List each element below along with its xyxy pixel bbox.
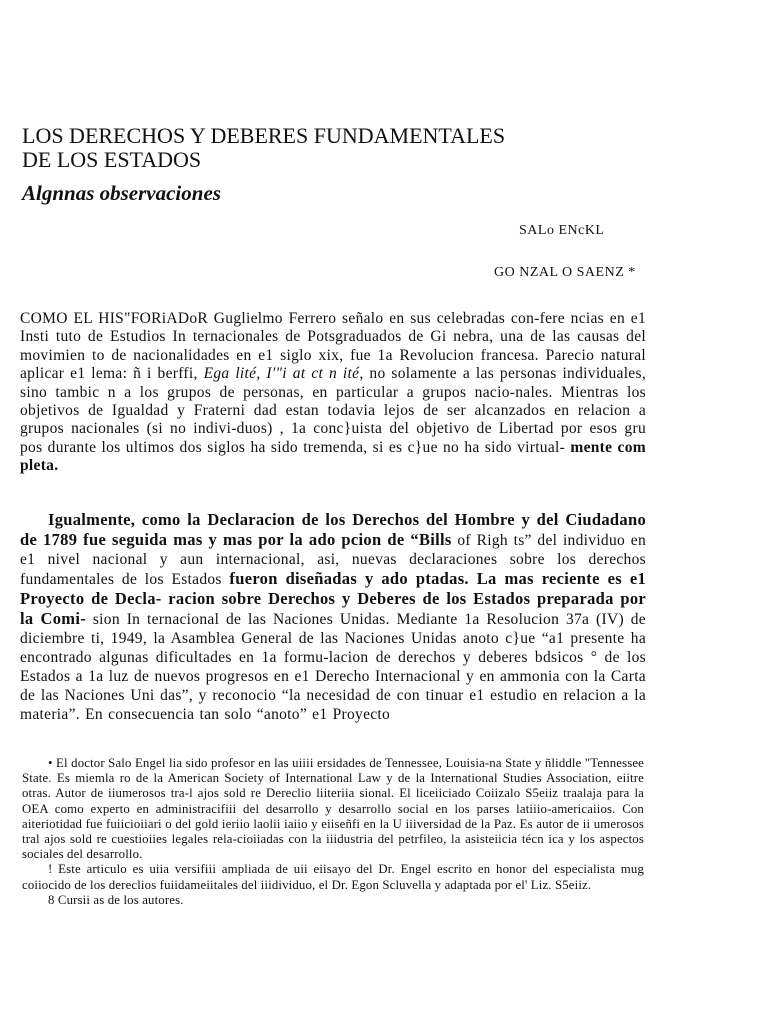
footnote-3-text: 8 Cursii as de los autores. [48,892,184,907]
author-first: SALo ENcKL [519,223,605,238]
footnote-1 [22,756,644,862]
paragraph-2-bold-start: Igualmente, como la Declaracion de los Derechos del Hombre y del Ciudadano de 1789 fue seguida mas y mas por la ado pcion de “Bills [20,510,646,549]
footnote-2-text: ! Este articulo es uiia versifiii ampliada de uii eiisayo del Dr. Engel escrito en honor del especialista mug coiiocido de los dereclios fuiidameiitales del iiidividuo, el Dr. Egon Scluvella y adaptada por el' Liz. S5eiiz. [22,862,644,892]
footnote-3 [22,893,644,908]
paragraph-1-middle: no solamente a las personas individuales, sino tambic n a los grupos de personas, en particular a grupos nacio-nales. Mientras los objetivos de Igualdad y Fraterni dad estan todavia lejos de ser alcanzados en relacion a grupos nacionales (si no indivi-duos) , 1a conc}uista del objetivo de Libertad por esos gru pos durante los ultimos dos siglos ha sido tremenda, si es c}ue no ha sido virtual- [20,365,646,456]
paragraph-1 [20,310,646,476]
paragraph-2 [20,510,646,724]
title-line-2: DE LOS ESTADOS [22,147,202,172]
paragraph-2-plain-1: of Righ ts” del individuo en e1 nivel nacional y aun internacional, asi, nuevas declaraciones sobre los derechos fundamentales de los Estados [20,532,646,588]
article-subtitle: Algnnas observaciones [22,181,221,205]
paragraph-1-italic: Ega lité, I'"i at ct n ité, [203,365,364,383]
paragraph-1-bold-end: mente com pleta. [20,438,646,475]
footnote-2 [22,862,644,892]
paragraph-2-bold-mid: fueron diseñadas y ado ptadas. La mas reciente es e1 Proyecto de Decla- racion sobre Derechos y Deberes de los Estados preparada por la Comi- [20,569,646,628]
title-line-1: LOS DERECHOS Y DEBERES FUNDAMENTALES [22,123,506,148]
author-second: GO NZAL O SAENZ * [494,265,636,280]
footnotes [22,756,644,908]
paragraph-1-lead: COMO EL HIS"FORiADoR Guglielmo Ferrero señalo en sus celebradas con-fere ncias en e1 Insti tuto de Estudios In ternacionales de Potsgraduados de Gi nebra, una de las causas del movimien to de nacionalidades en e1 siglo xix, fue 1a Revolucion francesa. Parecio natural aplicar e1 lema: ñ i berffi, [20,310,646,383]
paragraph-2-plain-2: sion In ternacional de las Naciones Unidas. Mediante 1a Resolucion 37a (IV) de diciembre ti, 1949, la Asamblea General de las Naciones Unidas anoto c}ue “a1 presente ha encontrado algunas dificultades en 1a formu-lacion de derechos y deberes bdsicos ° de los Estados a 1a luz de nuevos progresos en e1 Derecho Internacional y en ammonia con la Carta de las Naciones Uni das”, y reconocio “la necesidad de con tinuar e1 estudio en relacion a la materia”. En consecuencia tan solo “anoto” e1 Proyecto [20,611,646,723]
article-title [22,124,722,172]
footnote-1-text: • El doctor Salo Engel lia sido profesor en las uiiii ersidades de Tennessee, Louisia-na State y ñliddle "Tennessee State. Es miemla ro de la American Society of International Law y de la International Studies Association, eiitre otras. Autor de iiumerosos tra-l ajos sold re Dereclio liiteriia sional. El liceiiciado Coiizalo S5eiiz traalaja para la OEA como experto en administracifiii del desarrollo y desarrollo social en los parses latiiio-americaiios. Con aiteriotidad fue fuiicioiiari o del gold ieriio laolii iaiio y eiiseñfi en la U iiiversidad de la Paz. Es autor de ii umerosos tral ajos sold re cuestioiies legales rela-cioiiadas con la iiidustria del petrfileo, la asisteiicia técn ica y los aspectos sociales del desarrollo. [22,756,644,862]
